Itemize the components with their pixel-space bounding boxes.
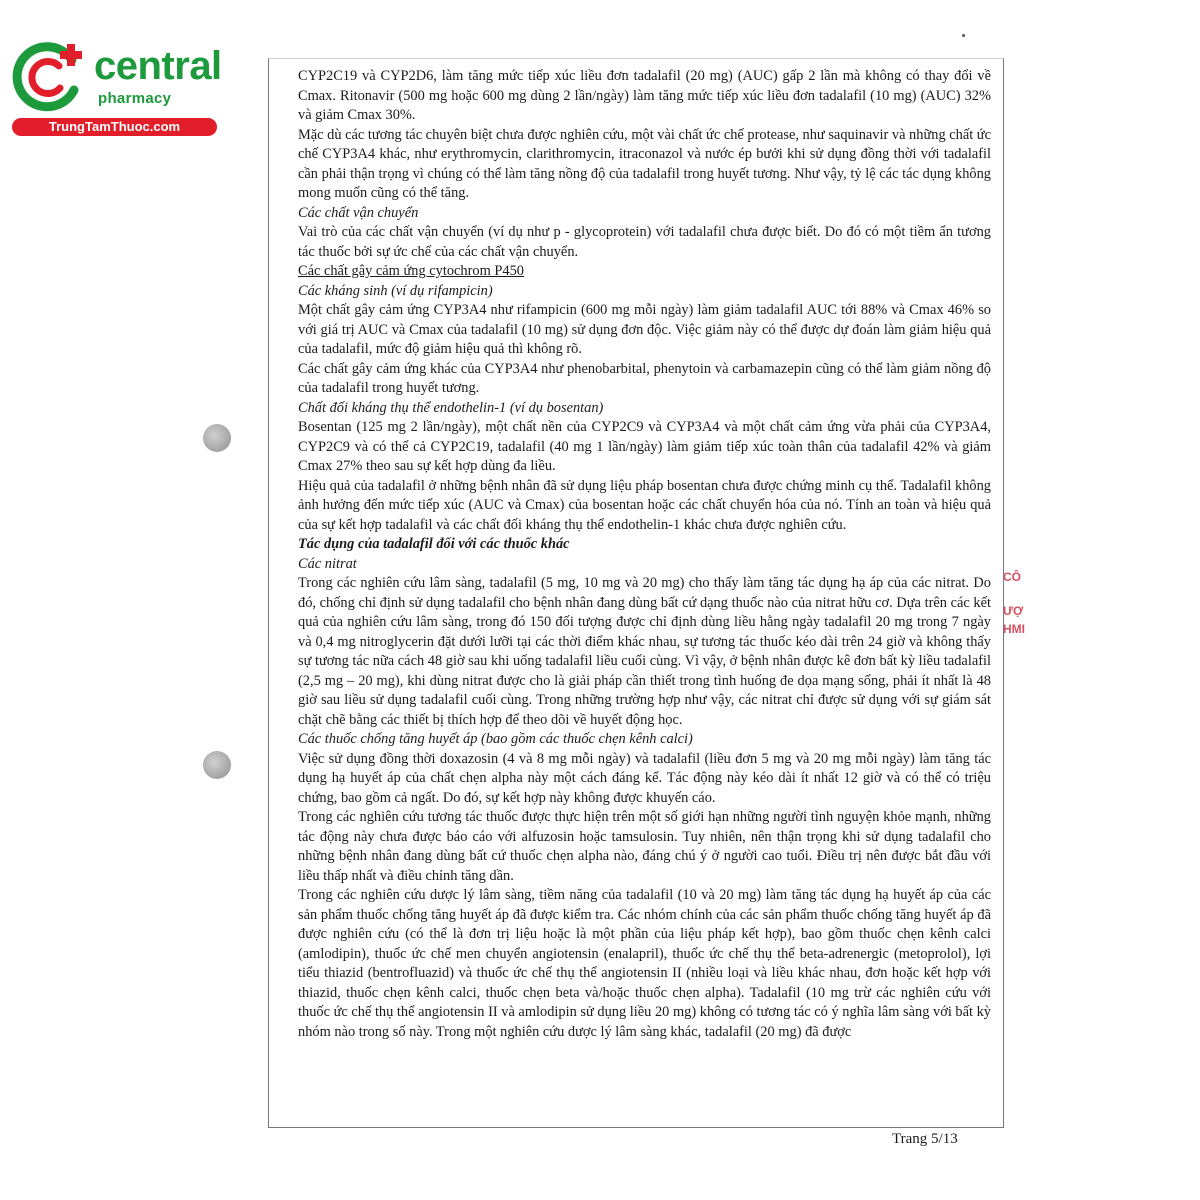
paragraph: Trong các nghiên cứu lâm sàng, tadalafil (5 mg, 10 mg và 20 mg) cho thấy làm tăng tác dụng hạ áp của các nitrat. Do đó, chống chỉ định sử dụng tadalafil cho bệnh nhân đang dùng bất cứ dạng thuốc nào của nitrat hữu cơ. Dựa trên các kết quả của nghiên cứu lâm sàng, trong đó 150 đối tượng được chỉ định dùng liều hằng ngày tadalafil 20 mg trong 7 ngày và 0,4 mg nitroglycerin đặt dưới lưỡi tại các thời điểm khác nhau, sự tương tác thuốc kéo dài trên 24 giờ và không thấy sự tương tác nữa cách 48 giờ sau khi uống tadalafil liều cuối cùng. Vì vậy, ở bệnh nhân được kê đơn bất kỳ liều tadalafil (2,5 mg – 20 mg), khi dùng nitrat được cho là giải pháp cần thiết trong tình huống đe dọa mạng sống, phải ít nhất là 48 giờ sau liều sử dụng tadalafil cuối cùng. Trong những trường hợp như vậy, các nitrat chỉ được sử dụng với sự giám sát chặt chẽ bằng các thiết bị thích hợp để theo dõi về huyết động học. [298,575,991,728]
stamp-fragment-2: ƯỢ [1003,604,1024,618]
brand-name: central [94,44,222,88]
section-heading: Các kháng sinh (ví dụ rifampicin) [298,282,493,299]
section-heading: Chất đối kháng thụ thể endothelin-1 (ví dụ bosentan) [298,399,604,416]
punch-hole-top [203,424,231,452]
section-title: Tác dụng của tadalafil đối với các thuốc khác [298,536,570,552]
website-badge: TrungTamThuoc.com [12,118,217,136]
paragraph: Các chất gây cảm ứng khác của CYP3A4 như phenobarbital, phenytoin và carbamazepin cũng có thể làm giảm nồng độ của tadalafil trong huyết tương. [298,360,991,396]
paragraph: Trong các nghiên cứu tương tác thuốc được thực hiện trên một số giới hạn những người tình nguyện khỏe mạnh, những tác động này chưa được báo cáo với alfuzosin hoặc tamsulosin. Tuy nhiên, nên thận trọng khi sử dụng tadalafil cho những bệnh nhân đang dùng bất cứ thuốc chẹn alpha nào, đáng chú ý ở người cao tuổi. Điều trị nên được bắt đầu với liều thấp nhất và điều chỉnh tăng dần. [298,809,991,884]
document-body [298,67,991,1042]
section-heading: Các chất vận chuyển [298,204,419,221]
section-heading: Các nitrat [298,555,357,572]
pharmacy-cross-icon [12,38,88,114]
paragraph: Một chất gây cảm ứng CYP3A4 như rifampicin (600 mg mỗi ngày) làm giảm tadalafil AUC tới 88% và Cmax 46% so với giá trị AUC và Cmax của tadalafil (10 mg) sử dụng đơn độc. Việc giảm này có thể được dự đoán làm giảm hiệu quả của tadalafil, mức độ giảm hiệu quả thì không rõ. [298,302,991,357]
brand-subtitle: pharmacy [98,90,172,107]
punch-hole-bottom [203,751,231,779]
paragraph: Bosentan (125 mg 2 lần/ngày), một chất nền của CYP2C9 và CYP3A4 và một chất cảm ứng vừa phải của CYP3A4, CYP2C9 và có thể cả CYP2C19, tadalafil (40 mg 1 lần/ngày) làm giảm tiếp xúc toàn thân của tadalafil 42% và giảm Cmax 27% theo sau sự kết hợp dùng đa liều. [298,419,991,474]
paragraph: Hiệu quả của tadalafil ở những bệnh nhân đã sử dụng liệu pháp bosentan chưa được chứng minh cụ thể. Tadalafil không ảnh hưởng đến mức tiếp xúc (AUC và Cmax) của bosentan hoặc các chất chuyển hóa của nó. Tính an toàn và hiệu quả của sự kết hợp tadalafil và các chất đối kháng thụ thể endothelin-1 khác chưa được nghiên cứu. [298,477,991,533]
paragraph: Mặc dù các tương tác chuyên biệt chưa được nghiên cứu, một vài chất ức chế protease, như saquinavir và những chất ức chế CYP3A4 khác, như erythromycin, clarithromycin, itraconazol và nước ép bưởi khi sử dụng đồng thời với tadalafil cần phải thận trọng vì chúng có thể làm tăng nồng độ của tadalafil trong huyết tương. Như vậy, tỷ lệ các tác dụng không mong muốn cũng có thể tăng. [298,126,991,201]
stamp-fragment-3: HMI [1003,622,1025,636]
section-heading: Các chất gây cảm ứng cytochrom P450 [298,263,524,279]
paragraph: Trong các nghiên cứu dược lý lâm sàng, tiềm năng của tadalafil (10 và 20 mg) làm tăng tác dụng hạ huyết áp của các sản phẩm thuốc chống tăng huyết áp đã được kiểm tra. Các nhóm chính của các sản phẩm thuốc chống tăng huyết áp đã được nghiên cứu (có thể là đơn trị liệu hoặc là một phần của liệu pháp kết hợp), bao gồm thuốc chẹn kênh calci (amlodipin), thuốc ức chế men chuyển angiotensin (enalapril), thuốc ức chế thụ thể beta-adrenergic (metoprolol), lợi tiểu thiazid (bentrofluazid) và thuốc ức chế thụ thể angiotensin II (nhiều loại và liều khác nhau, đơn hoặc kết hợp với thiazid, thuốc chẹn kênh calci, thuốc chẹn beta và/hoặc thuốc chẹn alpha). Tadalafil (10 mg trừ các nghiên cứu với thuốc ức chế thụ thể angiotensin II và amlodipin sử dụng liều 20 mg) không có tương tác có ý nghĩa lâm sàng với bất kỳ nhóm nào trong số này. Trong một nghiên cứu dược lý lâm sàng khác, tadalafil (20 mg) đã được [298,887,991,1040]
scan-speck [962,34,965,37]
paragraph: Vai trò của các chất vận chuyển (ví dụ như p - glycoprotein) với tadalafil chưa được biết. Do đó có một tiềm ẩn tương tác thuốc bởi sự ức chế của các chất vận chuyển. [298,224,991,260]
central-pharmacy-logo [8,38,223,138]
paragraph: Việc sử dụng đồng thời doxazosin (4 và 8 mg mỗi ngày) và tadalafil (liều đơn 5 mg và 20 mg mỗi ngày) làm tăng tác dụng hạ huyết áp của chất chẹn alpha này một cách đáng kể. Tác động này kéo dài ít nhất 12 giờ và có thể có triệu chứng, bao gồm cả ngất. Do đó, sự kết hợp này không được khuyến cáo. [298,750,991,806]
section-heading: Các thuốc chống tăng huyết áp (bao gồm các thuốc chẹn kênh calci) [298,731,693,747]
paragraph: CYP2C19 và CYP2D6, làm tăng mức tiếp xúc liều đơn tadalafil (20 mg) (AUC) gấp 2 lần mà không có thay đổi về Cmax. Ritonavir (500 mg hoặc 600 mg dùng 2 lần/ngày) làm tăng mức tiếp xúc liều đơn tadalafil (10 mg) (AUC) 32% và giảm Cmax 30%. [298,68,991,123]
page-number: Trang 5/13 [892,1131,958,1147]
stamp-fragment-1: CÔ [1003,570,1021,584]
